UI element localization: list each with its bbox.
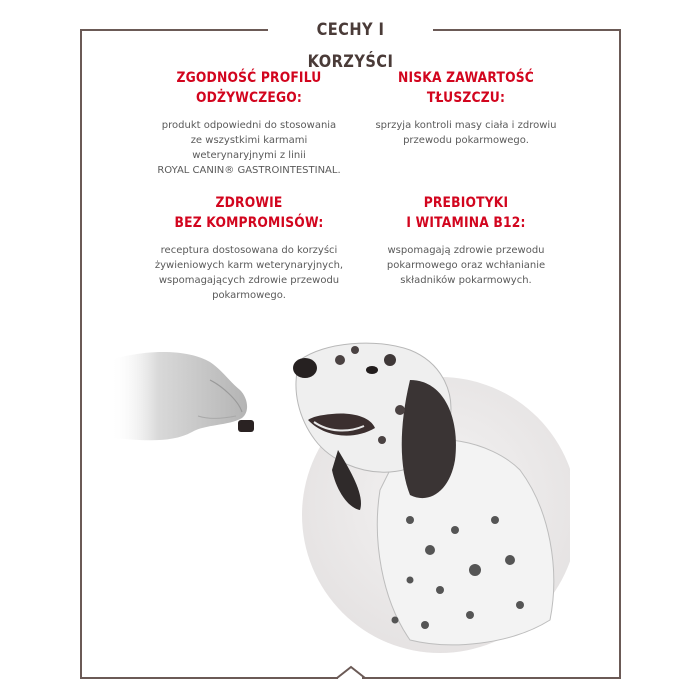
frame-bottom-left [80, 677, 338, 679]
feature-heading [365, 193, 567, 233]
feature-heading-line: ZDROWIE [215, 195, 283, 211]
feature-body [351, 243, 581, 288]
frame-top-right [433, 29, 621, 31]
feature-heading [148, 68, 350, 108]
feature-body [351, 118, 581, 148]
feature-heading [365, 68, 567, 108]
feature-low-fat [351, 68, 581, 148]
feature-heading-line: TŁUSZCZU: [426, 90, 506, 106]
frame-top-left [80, 29, 268, 31]
feature-body-line: sprzyja kontroli masy ciała i zdrowiu [375, 120, 557, 131]
feature-prebiotics-b12 [351, 193, 581, 288]
hand-icon [110, 352, 247, 440]
feature-body-line: produkt odpowiedni do stosowania [161, 120, 337, 131]
section-title: CECHY I KORZYŚCI [307, 20, 394, 72]
frame-bottom-right [362, 677, 621, 679]
feature-body-line: wspomagających zdrowie przewodu [158, 275, 340, 286]
frame-right [619, 29, 621, 679]
feature-body-line: przewodu pokarmowego. [403, 135, 529, 146]
feature-body-line: żywieniowych karm weterynaryjnych, [154, 260, 344, 271]
feature-body-line: pokarmowego oraz wchłanianie [386, 260, 546, 271]
feature-heading-line: NISKA ZAWARTOŚĆ [397, 70, 534, 86]
feature-nutritional-profile [134, 68, 364, 178]
feature-body [134, 243, 364, 303]
frame-left [80, 29, 82, 679]
feature-heading [148, 193, 350, 233]
kibble-icon [238, 420, 254, 432]
feature-body [134, 118, 364, 178]
feature-heading-line: ODŻYWCZEGO: [196, 90, 302, 106]
dog-illustration [110, 320, 570, 660]
feature-heading-line: PREBIOTYKI [423, 195, 509, 211]
feature-body-line: składników pokarmowych. [400, 275, 532, 286]
feature-body-line: ze wszystkimi karmami [190, 135, 308, 146]
feature-body-line: pokarmowego. [212, 290, 286, 301]
feature-heading-line: ZGODNOŚĆ PROFILU [176, 70, 322, 86]
feature-no-compromise [134, 193, 364, 303]
feature-heading-line: BEZ KOMPROMISÓW: [174, 215, 324, 231]
feature-body-line: receptura dostosowana do korzyści [160, 245, 338, 256]
feature-heading-line: I WITAMINA B12: [406, 215, 526, 231]
feature-body-line: wspomagają zdrowie przewodu [387, 245, 545, 256]
feature-body-line: ROYAL CANIN® GASTROINTESTINAL. [157, 165, 341, 176]
chevron-down-icon [336, 664, 366, 682]
feature-body-line: weterynaryjnymi z linii [192, 150, 306, 161]
